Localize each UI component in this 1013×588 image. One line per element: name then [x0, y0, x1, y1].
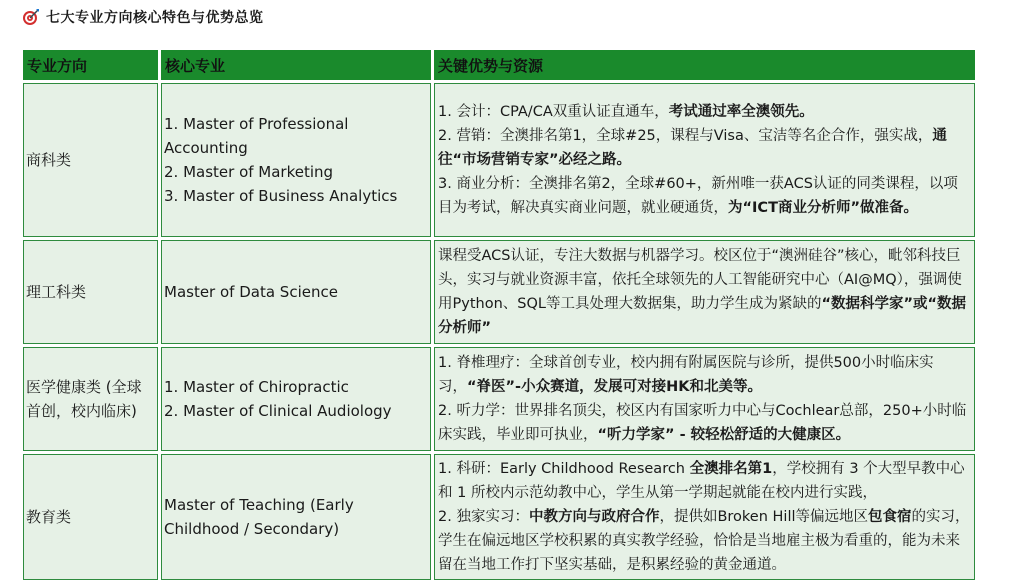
majors-cell: [161, 83, 431, 237]
page-title: 七大专业方向核心特色与优势总览: [46, 10, 264, 26]
major-item: Master of Teaching (Early Childhood / Secondary): [164, 496, 354, 538]
advantage-item: [438, 505, 972, 577]
majors-cell: [161, 347, 431, 451]
advantage-text: 的实习，学生在偏远地区学校积累的真实教学经验，恰恰是当地雇主极为看重的，能为未来留在当地工作打下坚实基础，是积累经验的黄金通道。: [438, 509, 970, 573]
advantage-item: [438, 100, 972, 124]
advantages-cell: [434, 240, 975, 344]
major-item: 2. Master of Clinical Audiology: [164, 402, 392, 420]
direction-cell: 教育类: [23, 454, 158, 580]
advantage-text: ，提供如Broken Hill等偏远地区: [659, 509, 869, 525]
major-item: 1. Master of Chiropractic: [164, 378, 349, 396]
direction-cell: 商科类: [23, 83, 158, 237]
advantage-highlight: “数据科学家”或“数据分析师”: [438, 296, 967, 336]
table-header-row: [23, 50, 975, 80]
table-row: [23, 347, 975, 451]
advantage-text: 1. 会计：CPA/CA双重认证直通车，: [438, 104, 669, 120]
advantages-cell: [434, 454, 975, 580]
target-dart-icon: [22, 8, 40, 26]
advantage-text: 2. 听力学：世界排名顶尖，校区内有国家听力中心与Cochlear总部，250+小时临床实践，毕业即可执业，: [438, 403, 967, 443]
advantage-item: [438, 351, 972, 399]
advantage-highlight: 包食宿: [868, 509, 912, 525]
advantage-text: 3. 商业分析：全澳排名第2，全球#60+，新州唯一获ACS认证的同类课程，以项目为考试，解决真实商业问题，就业硬通货，: [438, 176, 958, 216]
table-row: [23, 240, 975, 344]
advantage-item: [438, 457, 972, 505]
majors-cell: [161, 454, 431, 580]
major-item: Master of Data Science: [164, 283, 338, 301]
advantage-highlight: 中教方向与政府合作: [528, 509, 660, 525]
advantage-highlight: 全澳排名第1: [689, 461, 773, 477]
direction-cell: 理工科类: [23, 240, 158, 344]
advantage-highlight: “听力学家” - 较轻松舒适的大健康区。: [597, 427, 851, 443]
overview-table: [20, 47, 978, 583]
advantage-item: [438, 172, 972, 220]
advantage-item: [438, 124, 972, 172]
direction-cell: 医学健康类 (全球首创，校内临床): [23, 347, 158, 451]
advantages-cell: [434, 83, 975, 237]
advantage-item: [438, 399, 972, 447]
advantage-text: 1. 脊椎理疗：全球首创专业，校内拥有附属医院与诊所，提供500小时临床实习，: [438, 355, 934, 395]
advantage-text: ，学校拥有 3 个大型早教中心和 1 所校内示范幼教中心，学生从第一学期起就能在校内进行实践，: [438, 461, 965, 501]
header-direction: 专业方向: [23, 50, 158, 80]
table-row: [23, 454, 975, 580]
advantage-text: 1. 科研：Early Childhood Research: [438, 461, 690, 477]
advantages-cell: [434, 347, 975, 451]
major-item: 3. Master of Business Analytics: [164, 187, 398, 205]
major-item: 1. Master of Professional Accounting: [164, 115, 349, 157]
advantage-highlight: “脊医”-小众赛道，发展可对接HK和北美等。: [467, 379, 762, 395]
major-item: 2. Master of Marketing: [164, 163, 334, 181]
header-majors: 核心专业: [161, 50, 431, 80]
advantage-highlight: 通往“市场营销专家”必经之路。: [438, 128, 947, 168]
table-row: [23, 83, 975, 237]
advantage-text: 课程受ACS认证，专注大数据与机器学习。校区位于“澳洲硅谷”核心，毗邻科技巨头，实习与就业资源丰富，依托全球领先的人工智能研究中心（AI@MQ），强调使用Python、SQL等工具处理大数据集，助力学生成为紧缺的: [438, 248, 962, 312]
advantage-highlight: 考试通过率全澳领先。: [668, 104, 814, 120]
header-advantages: 关键优势与资源: [434, 50, 975, 80]
advantage-text: 2. 独家实习：: [438, 509, 529, 525]
advantage-text: 2. 营销：全澳排名第1，全球#25，课程与Visa、宝洁等名企合作，强实战，: [438, 128, 933, 144]
title-row: [22, 6, 264, 28]
majors-cell: [161, 240, 431, 344]
advantage-highlight: 为“ICT商业分析师”做准备。: [728, 200, 918, 216]
